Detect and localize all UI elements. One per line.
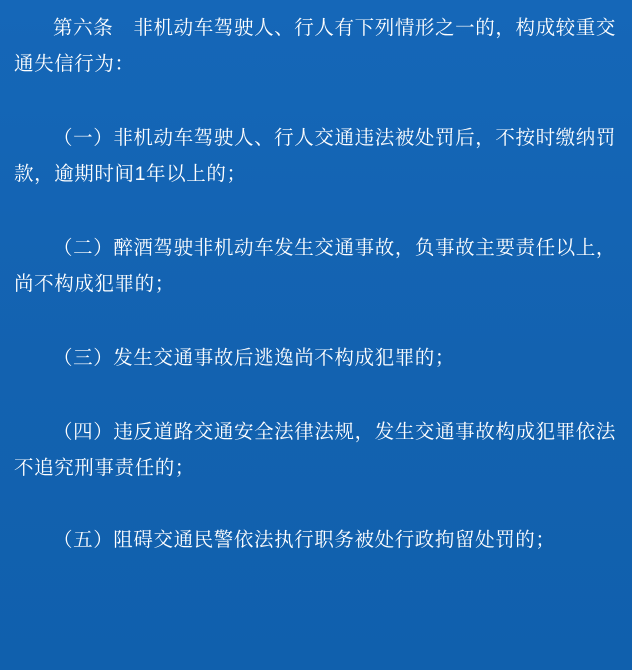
item-one-paragraph: （一）非机动车驾驶人、行人交通违法被处罚后，不按时缴纳罚款，逾期时间1年以上的；	[14, 127, 616, 185]
item-four-paragraph: （四）违反道路交通安全法律法规，发生交通事故构成犯罪依法不追究刑事责任的；	[14, 421, 616, 479]
item-two-paragraph: （二）醉酒驾驶非机动车发生交通事故，负事故主要责任以上，尚不构成犯罪的；	[14, 237, 616, 295]
item-three-paragraph: （三）发生交通事故后逃逸尚不构成犯罪的；	[53, 347, 456, 369]
paragraph-spacer	[14, 486, 616, 522]
paragraph-spacer	[14, 82, 616, 120]
article-six-heading: 第六条 非机动车驾驶人、行人有下列情形之一的，构成较重交通失信行为：	[14, 17, 616, 75]
item-five-paragraph: （五）阻碍交通民警依法执行职务被处行政拘留处罚的；	[53, 529, 556, 551]
paragraph-spacer	[14, 376, 616, 414]
article-six-block	[14, 10, 616, 82]
paragraph-spacer	[14, 192, 616, 230]
paragraph-spacer	[14, 302, 616, 340]
